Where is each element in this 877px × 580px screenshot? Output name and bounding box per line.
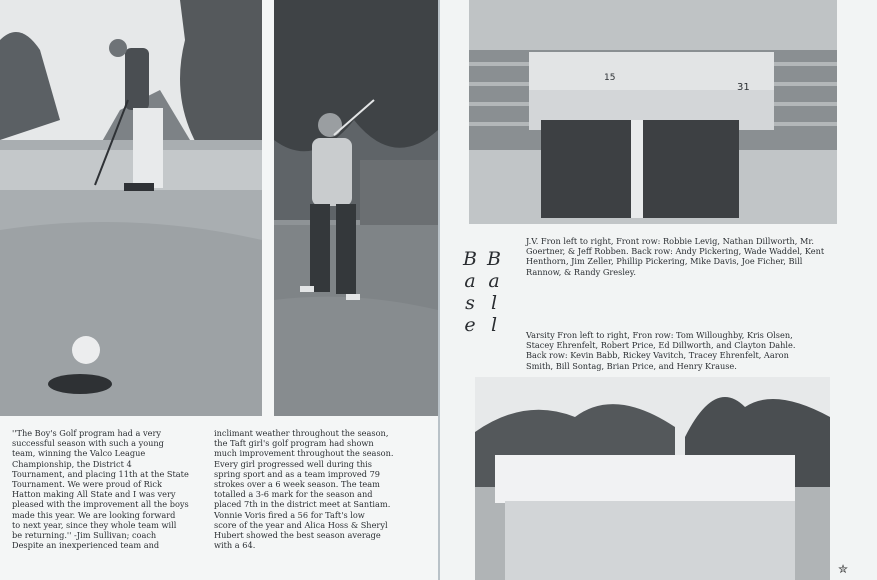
right-page: [440, 0, 877, 580]
heading-base: B a s e: [463, 248, 477, 336]
jv-team-caption: J.V. Fron left to right, Front row: Robbie Levig, Nathan Dillworth, Mr. Goertner, & Jeff Robben. Back row: Andy Pickering, Wade Waddel, Kent Henthorn, Jim Zeller, Phillip Pickering, Mike Davis, Joe Ficher, Bill Rannow, & Randy Gresley.: [526, 236, 825, 277]
jersey-number: 15: [604, 73, 616, 83]
heading-ball: B a l l: [487, 248, 501, 336]
jv-baseball-team-photo: [469, 0, 837, 224]
page-corner-mark: ✮: [838, 562, 849, 576]
boys-golf-story: ''The Boy's Golf program had a very successful season with such a young team, winning the Valco League Championship, the District 4 Tournament, and placing 11th at the State Tournament. We were proud of Rick Hatton making All State and I was very pleased with the improvement all the boys made this year. We are looking forward to next year, since they whole team will be returning.'' -Jim Sullivan; coach Despite an inexperienced team and: [12, 428, 189, 551]
varsity-baseball-team-photo: [475, 377, 830, 580]
golfer-swing-photo: [274, 0, 438, 416]
golfer-putting-photo: [0, 0, 262, 416]
girls-golf-story: inclimant weather throughout the season, the Taft girl's golf program had shown much improvement throughout the season. Every girl progressed well during this spring sport and as a team improved 79 strokes over a 6 week season. The team totalled a 3-6 mark for the season and placed 7th in the district meet at Santiam. Vonnie Voris fired a 56 for Taft's low score of the year and Alica Hoss & Sheryl Hubert showed the best season average with a 64.: [214, 428, 394, 551]
varsity-team-caption: Varsity Fron left to right, Fron row: Tom Willoughby, Kris Olsen, Stacey Ehrenfelt, Robert Price, Ed Dillworth, and Clayton Dahle. Back row: Kevin Babb, Rickey Vavitch, Tracey Ehrenfelt, Aaron Smith, Bill Sontag, Brian Price, and Henry Krause.: [526, 330, 796, 371]
jersey-number: 31: [737, 82, 750, 93]
